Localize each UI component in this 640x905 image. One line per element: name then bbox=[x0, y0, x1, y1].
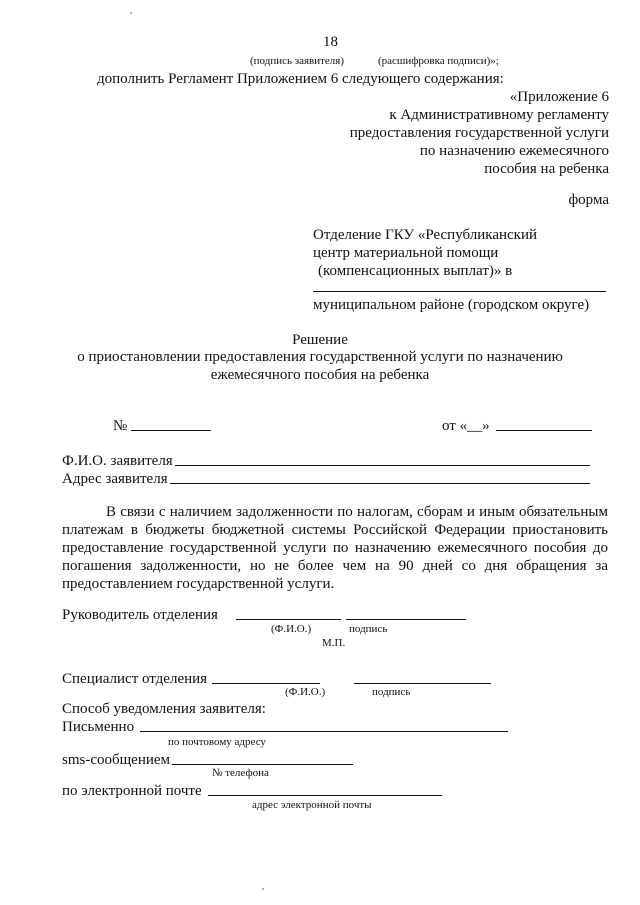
specialist-sign-caption: подпись bbox=[372, 686, 411, 698]
specialist-sign-field[interactable] bbox=[354, 683, 491, 684]
head-fio-caption: (Ф.И.О.) bbox=[271, 623, 312, 635]
appendix-header-line: «Приложение 6 bbox=[509, 89, 609, 105]
decision-title: Решение bbox=[292, 332, 348, 348]
page-number: 18 bbox=[323, 34, 338, 50]
sms-field[interactable] bbox=[172, 764, 353, 765]
body-text-line: В связи с наличием задолженности по налогам, сборам и иным обязательным bbox=[106, 504, 608, 520]
head-label: Руководитель отделения bbox=[62, 607, 218, 623]
date-field[interactable] bbox=[496, 430, 592, 431]
addressee-line: центр материальной помощи bbox=[313, 245, 499, 261]
specialist-fio-field[interactable] bbox=[212, 683, 320, 684]
appendix-header-line: по назначению ежемесячного bbox=[419, 143, 609, 159]
applicant-address-field[interactable] bbox=[170, 483, 590, 484]
addressee-line: (компенсационных выплат)» в bbox=[318, 263, 513, 279]
body-text-line: предоставлением государственной услуги. bbox=[62, 576, 335, 592]
scan-speck bbox=[130, 12, 132, 14]
written-field[interactable] bbox=[140, 731, 508, 732]
district-blank-line bbox=[313, 291, 606, 292]
specialist-fio-caption: (Ф.И.О.) bbox=[285, 686, 326, 698]
decision-subtitle: ежемесячного пособия на ребенка bbox=[210, 367, 430, 383]
caption-signature-transcript: (расшифровка подписи)»; bbox=[378, 55, 499, 67]
head-sign-caption: подпись bbox=[349, 623, 388, 635]
applicant-fio-label: Ф.И.О. заявителя bbox=[62, 453, 173, 469]
caption-applicant-signature: (подпись заявителя) bbox=[250, 55, 345, 67]
date-label: от «__» bbox=[442, 418, 490, 434]
sms-caption: № телефона bbox=[212, 767, 269, 779]
number-label: № bbox=[113, 418, 128, 434]
applicant-address-label: Адрес заявителя bbox=[62, 471, 168, 487]
notification-heading: Способ уведомления заявителя: bbox=[62, 701, 266, 717]
scan-speck bbox=[262, 888, 264, 890]
body-text-line: предоставление государственной услуги по назначению ежемесячного пособия до bbox=[62, 540, 608, 556]
written-label: Письменно bbox=[62, 719, 135, 735]
head-sign-field[interactable] bbox=[346, 619, 466, 620]
written-caption: по почтовому адресу bbox=[168, 736, 266, 748]
amend-line: дополнить Регламент Приложением 6 следующего содержания: bbox=[97, 71, 504, 87]
body-text-line: платежам в бюджеты бюджетной системы Российской Федерации приостановить bbox=[62, 522, 608, 538]
appendix-header-line: предоставления государственной услуги bbox=[349, 125, 609, 141]
appendix-header-line: пособия на ребенка bbox=[484, 161, 609, 177]
head-fio-field[interactable] bbox=[236, 619, 341, 620]
stamp-label: М.П. bbox=[322, 637, 346, 649]
form-label: форма bbox=[568, 192, 609, 208]
email-caption: адрес электронной почты bbox=[252, 799, 372, 811]
decision-subtitle: о приостановлении предоставления государственной услуги по назначению bbox=[77, 349, 563, 365]
specialist-label: Специалист отделения bbox=[62, 671, 208, 687]
number-field[interactable] bbox=[131, 430, 211, 431]
body-text-line: погашения задолженности, но не более чем на 90 дней со дня обращения за bbox=[62, 558, 608, 574]
email-label: по электронной почте bbox=[62, 783, 202, 799]
addressee-line: Отделение ГКУ «Республиканский bbox=[313, 227, 538, 243]
applicant-fio-field[interactable] bbox=[175, 465, 590, 466]
sms-label: sms-сообщением bbox=[62, 752, 171, 768]
email-field[interactable] bbox=[208, 795, 442, 796]
addressee-district: муниципальном районе (городском округе) bbox=[313, 297, 590, 313]
appendix-header-line: к Административному регламенту bbox=[389, 107, 609, 123]
